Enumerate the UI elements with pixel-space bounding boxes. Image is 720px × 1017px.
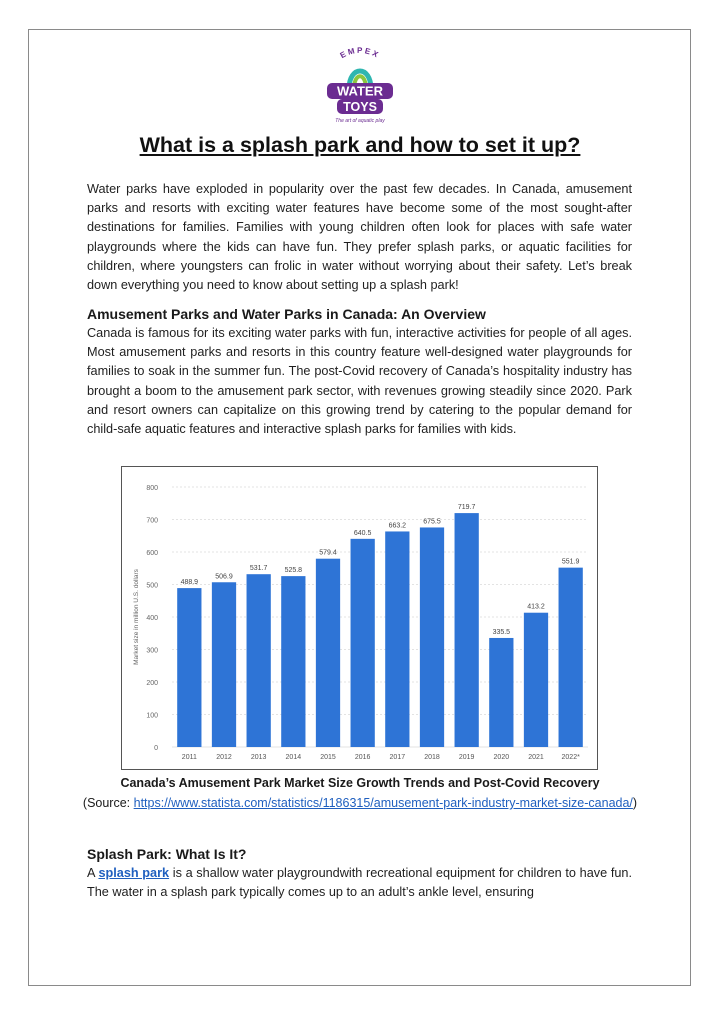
data-label: 488.9	[180, 579, 199, 587]
market-size-chart	[121, 466, 598, 770]
x-tick-label: 2013	[250, 754, 267, 761]
bar-2014	[281, 576, 305, 747]
data-label: 413.2	[527, 603, 545, 611]
overview-paragraph: Canada is famous for its exciting water parks with fun, interactive activities for people of all ages. Most amusement parks and resorts in this country feature well-designed water playgrounds for families to soak in the summer fun. The post-Covid recovery of Canada’s hospitality industry has brought a boom to the amusement park sector, with revenues growing steadily since 2020. Park and resort owners can capitalize on this growing trend by catering to the popular demand for child-safe aquatic features and interactive splash parks for families with kids.	[87, 326, 632, 437]
statista-source-link[interactable]: https://www.statista.com/statistics/1186315/amusement-park-industry-market-size-canada/	[133, 796, 633, 810]
bar-2022*	[559, 568, 583, 747]
x-tick-label: 2021	[528, 754, 544, 761]
y-tick-label: 100	[146, 712, 158, 720]
svg-text:TOYS: TOYS	[343, 100, 377, 114]
bar-2021	[524, 613, 548, 747]
data-label: 579.4	[319, 549, 337, 557]
bar-2013	[247, 574, 271, 747]
section-heading-splash-park: Splash Park: What Is It?	[87, 846, 247, 862]
x-tick-label: 2018	[424, 754, 440, 761]
y-tick-label: 400	[146, 615, 158, 622]
y-tick-label: 700	[146, 517, 158, 525]
x-tick-label: 2011	[181, 754, 197, 761]
svg-text:WATER: WATER	[337, 83, 383, 99]
x-tick-label: 2022*	[561, 754, 580, 761]
y-tick-label: 800	[146, 485, 158, 492]
y-tick-label: 500	[146, 582, 158, 590]
bar-2012	[212, 582, 236, 747]
bar-2016	[351, 539, 375, 747]
y-axis-label: Market size in million U.S. dollars	[133, 569, 140, 665]
y-tick-label: 200	[146, 680, 158, 687]
intro-paragraph: Water parks have exploded in popularity over the past few decades. In Canada, amusement parks and resorts with exciting water features have become some of the most sought-after destinations for families. Families with young children often look for places with safe water playgrounds where the kids can have fun. They prefer splash parks, or aquatic facilities for children, where youngsters can frolic in water without worrying about their safety. Let’s break down everything you need to know about setting up a splash park!	[87, 182, 632, 293]
data-label: 525.8	[284, 567, 303, 575]
bar-2011	[177, 588, 201, 747]
data-label: 719.7	[457, 504, 476, 512]
splash-park-link[interactable]: splash park	[98, 866, 170, 880]
splash-body: is a shallow water playgroundwith recreational equipment for children to have fun. The water in a splash park typically comes up to an adult’s ankle level, ensuring	[87, 866, 632, 900]
splash-park-paragraph	[87, 864, 632, 902]
chart-source	[80, 794, 640, 813]
x-tick-label: 2015	[320, 754, 336, 761]
svg-text:EMPEX: EMPEX	[338, 45, 382, 61]
svg-text:The art of aquatic play: The art of aquatic play	[335, 118, 385, 124]
data-label: 335.5	[492, 628, 511, 636]
bar-2018	[420, 527, 444, 747]
x-tick-label: 2017	[389, 754, 406, 761]
y-tick-label: 0	[154, 745, 158, 752]
y-tick-label: 600	[146, 550, 158, 557]
data-label: 531.7	[249, 565, 268, 573]
chart-caption: Canada’s Amusement Park Market Size Growth Trends and Post-Covid Recovery	[120, 776, 600, 790]
data-label: 551.9	[561, 558, 580, 566]
splash-prefix: A	[87, 866, 99, 880]
page-title: What is a splash park and how to set it up?	[139, 133, 581, 157]
section-heading-overview: Amusement Parks and Water Parks in Canada: An Overview	[87, 306, 486, 322]
y-tick-label: 300	[146, 647, 158, 655]
data-label: 675.5	[423, 518, 441, 526]
bar-2020	[489, 638, 513, 747]
bar-2019	[455, 513, 479, 747]
x-tick-label: 2012	[216, 754, 232, 761]
source-suffix: )	[632, 796, 638, 810]
empex-water-toys-logo	[313, 45, 407, 127]
bar-2017	[385, 531, 409, 747]
x-tick-label: 2020	[493, 754, 510, 761]
x-tick-label: 2014	[285, 754, 302, 761]
data-label: 640.5	[353, 529, 372, 537]
bar-chart-svg	[122, 467, 597, 769]
x-tick-label: 2019	[458, 754, 475, 761]
x-tick-label: 2016	[354, 754, 371, 761]
data-label: 663.2	[388, 522, 407, 530]
bar-2015	[316, 559, 340, 747]
data-label: 506.9	[215, 573, 233, 581]
source-prefix: (Source:	[82, 796, 134, 810]
